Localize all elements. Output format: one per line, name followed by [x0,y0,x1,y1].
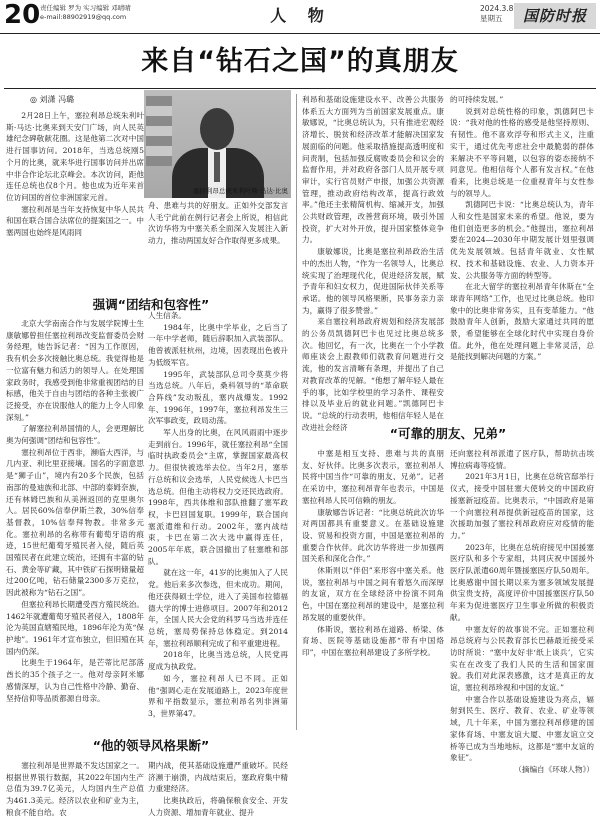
column-1-bottom [6,760,144,826]
date-text: 2024.3.8 [480,4,514,13]
paragraph: 康敏娜告诉记者：“比奥总统此次访华对两国都具有重要意义。在基础设施建设、贸易和投资方面，中国是塞拉利昂的重要合作伙伴。此次访华将进一步加强两国关系和深化合作。” [302,507,444,564]
email-line: e-mail:88902919@qq.com [40,13,127,21]
column-2-lower [148,310,288,730]
paragraph: 比奥生于1964年，是芒蒂比尼部落酋长的35个孩子之一。他对母亲阿米娜感情深厚，认为自己性格中冷静、勤奋、坚持信仰等品质都源自母亲。 [6,658,144,703]
column-2-top [148,200,288,290]
paragraph: 在北大留学的塞拉利昂青年休斯在“全球青年网络”工作，也见过比奥总统。他印象中的比奥非常务实，且有变革能力。“他鼓励青年人创新，鼓励大家通过共同的愿景，希望能够在全球化时代中实现自身价值。此外，他在处理问题上非常灵活，总是能找到解决问题的方案。” [450,282,594,362]
paragraph: 休斯则以“伴侣”来形容中塞关系。他说，塞拉利昂与中国之间有着悠久而深厚的友谊，双方在全球经济中扮演不同角色，中国在塞拉利昂的建设中，是塞拉利昂发展的重要伙伴。 [302,566,444,622]
paragraph: 来自塞拉利昂政府规划和经济发展部的公务员凯德阿巴卡也见过比奥总统多次。他回忆，有一次，比奥在一个小学教师座谈会上跟教师们就教育问题进行交流，他的发言清晰有条理，并提出了自己对教育改革的见解。“他想了解年轻人最在乎的事，比如学校里的学习条件、课程安排以及毕业后的就业问题。”凯德阿巴卡说。“总统的行动表明，他相信年轻人是在改进社会经济 [302,317,444,432]
article-byline: ◎ 刘潇 冯璐 [30,95,75,104]
paragraph: 2月28日上午，塞拉利昂总统朱利叶斯·马达·比奥来到天安门广场，向人民英雄纪念碑敬献花圈。这是他第二次对中国进行国事访问。2018年，当选总统刚5个月的比奥，就来华进行国事访问并出席中非合作论坛北京峰会。本次访问，距他连任总统也仅8个月。他也成为近年来首位访问国的首位非洲国家元首。 [6,111,144,202]
weekday-text: 星期五 [480,14,503,23]
paragraph: 说到对总统性格的印象，凯德阿巴卡说：“我对他的性格的感受是他坚持原则、有韧性。他不喜欢浮夸和形式主义，注重实干，通过优先考虑社会中最脆弱的群体来解决不平等问题，以包容的姿态接纳不同意见。他相信每个人都有发言权。”在他看来，比奥总统是一位重视青年与女性参与的领导人。 [450,106,594,198]
masthead-logo: 国防时报 [514,3,596,29]
subhead-1: 强调“团结和包容性” [92,297,210,312]
paragraph: 塞拉利昂是世界最不发达国家之一。根据世界银行数据，其2022年国内生产总值为39.7亿美元，人均国内生产总值为461.3美元。经济以农业和矿业为主，粮食不能自给。农 [6,761,144,817]
article-title: 来自“钻石之国”的真朋友 [141,46,459,77]
paragraph: 塞拉利昂位于西非，濒临大西洋，与几内亚、利比里亚接壤。国名的字面意思是“狮子山”，境内有20多个民族，包括南部的曼迪族和北部、中部的泰姆奈族，还有林姆巴族和从美洲返回的克里奥尔人。居民60%信奉伊斯兰教，30%信奉基督教，10%信奉拜物教。非常多元化。塞拉利昂的名称带有葡萄牙语的痕迹，15世纪葡萄牙殖民者入侵，随后英国殖民者在此建立统治，还拥有丰富的钻石、黄金等矿藏，其中铁矿石探明储量超过200亿吨，钻石储量2300多万克拉，因此被称为“钻石之国”。 [6,447,144,598]
paragraph: 军人出身的比奥，在风风雨雨中逐步走到前台。1996年，就任塞拉利昂“全国临时执政委员会“主席，掌握国家最高权力。但很快被选举去位。当年2月，塞举行总统和议会选举，人民党候选人卡巴当选总统。但他主动将权力交还民选政府。1998年，西共体维和部队推翻了塞军政权，卡巴回国复职。1999年，联合国向塞派遣维和行动。2002年，塞内战结束，卡巴在第二次大选中赢得连任，2005年年底，联合国撤出了驻塞维和部队。 [148,428,288,566]
paragraph: 1995年，武装部队总司令莫莫少将当选总统。八年后，桑科领导的“革命联合阵线”发动叛乱，塞内战爆发。1992年、1996年，1997年，塞拉利昂发生三次军事政变，政局动荡。 [148,369,288,426]
paragraph: 中塞友好的故事说不完。正如塞拉利昂总统府与公民教育部长巴赫最近接受采访时所说：“塞中友好非‘纸上谈兵’，它实实在在改变了我们人民的生活和国家面貌。我们对此深表感激，这才是真正的友谊，塞拉利昂珍视和中国的友谊。” [450,624,594,693]
page-header [0,0,600,34]
column-4 [450,94,594,454]
source-note: （摘编自《环球人物》） [514,764,594,774]
paragraph: 2023年，比奥在总统府接见中国援塞医疗队和多个专家组，共同庆祝中国援外医疗队派遣60周年暨援塞医疗队50周年。比奥感谢中国长期以来为塞多领域发展提供宝贵支持，高度评价中国援塞医疗队50年来为促进塞医疗卫生事业所做的积极贡献。 [450,542,594,622]
paragraph: 如今，塞拉利昂人已不同。正如他“强调心走在发展道路上，2023年度世界和平指数显示，塞拉利昂名列非洲第3，世界第47。 [148,673,288,718]
column-2-bottom [148,760,288,826]
photo-caption: 塞拉利昂总统朱利叶斯·马达·比奥 [192,187,288,195]
editor-info [40,4,131,22]
paragraph: 还向塞拉利昂派遣了医疗队，帮助抗击埃博拉病毒等疫情。 [450,449,594,470]
paragraph: 体斯说，塞拉利昂在道路、桥梁、体育场、医院等基础设施都“带有中国烙印”，中国在塞拉利昂建设了多所学校。 [302,624,444,657]
paragraph: 了解塞拉利昂国情的人，会更理解比奥为何强调“团结和包容性”。 [6,424,144,446]
subhead-2: “他的领导风格果断” [92,738,210,753]
paragraph: 2018年，比奥当选总统，人民党再度成为执政党。 [148,650,288,672]
column-1-lower [6,318,144,730]
column-4-lower [450,448,594,824]
portrait-photo [144,90,291,198]
paragraph: 人生信条。 [148,311,186,320]
paragraph: 2021年3月1日，比奥在总统官邸举行仪式，接受中国驻塞大使转交的中国政府援塞新冠疫苗。比奥表示，“中国政府是第一个向塞拉利昂提供新冠疫苗的国家，这次援助加强了塞拉利昂政府应对疫情的能力。” [450,472,594,540]
page-number: 20 [4,0,41,30]
paragraph: 比奥执政后，将确保粮食安全、开发人力资源、增加青年就业、提升 [148,796,288,817]
paragraph: 北京大学南南合作与发展学院博士生康敏娜曾担任塞拉利昂改变监督委员会财务经理，她告诉记者：“因为工作原因，我有机会多次接触比奥总统。我觉得他是一位富有魅力和活力的领导人。在处理国家政务时，我感受到他非常重视团结的目标感，他关于自由与团结的各种主张被广泛接受，亦在说服他人的能力上令人印象深刻。” [6,319,144,422]
paragraph: 凯德阿巴卡说：“比奥总统认为，青年人和女性是国家未来的希望。他说，要为他们创造更多的机会。”他提出，塞拉利昂要在2024—2030年中期发展计划里强调优先发展领域。包括青年就业、女性赋权、技术和基础设施、农业、人力资本开发、公共服务等方面的转型等。 [450,200,594,280]
paragraph: 中塞是相互支持、患难与共的真朋友、好伙伴。比奥多次表示，塞拉利昂人民将中国当作“可靠的朋友、兄弟”。记者在采访中，塞拉利昂青年也表示，中国是塞拉利昂人民可信赖的朋友。 [302,449,444,505]
column-3-lower [302,448,444,824]
column-1 [6,110,144,290]
column-divider [296,94,297,730]
issue-date [480,4,513,24]
paragraph: 塞拉利昂是当年支持恢复中华人民共和国在联合国合法席位的提案国之一。中塞两国也始终是风雨同 [6,204,144,238]
paragraph: 期内战，使其基础设施遭严重破坏。民经济濒于崩溃，内战结束后，塞政府集中精力重建经济。 [148,761,288,794]
column-3 [302,94,444,454]
paragraph: 舟、患难与共的好朋友。正如外交部发言人毛宁此前在例行记者会上所说，相信此次访华将为中塞关系全面深入发展注入新动力，推动两国友好合作取得更多成果。 [148,201,288,246]
paragraph: 但塞拉利昂长期遭受西方殖民统治。1462年就遭葡萄牙殖民者侵入，1808年沦为英国直辖殖民地，1896年沦为英“保护地”。1961年才宣布独立，但旧殖在其国内仍深。 [6,599,144,656]
paragraph: 就在这一年，41岁的比奥加入了人民党。他后来多次参选，但未成功。期间，他还获得硕士学位，进入了美国布拉德福德大学的博士进修项目。2007年和2012年，全国人民大会党的科罗马当选并连任总统，塞局势保持总体稳定。到2014年，塞拉利昂顺利完成了和平重建进程。 [148,568,288,648]
title-divider [4,88,596,89]
subhead-3: “可靠的朋友、兄弟” [389,426,507,441]
paragraph: 1984年，比奥中学毕业，之后当了一年中学老师，随后辞职加入武装部队。他曾被派驻杭州，边境，因表现出色被升为低级军官。 [148,322,288,367]
paragraph: 利昂和基础设施建设水平、改善公共服务体系五大方面列为当前国家发展重点。康敏娜说，“比奥总统认为，只有推进宏观经济增长、脱贫和经济改革才能解决国家发展面临的问题。他采取措施提高透明度和问责制，包括加强反腐败委员会和议会的监督作用，并对政府各部门人员开展专项审计，实行官员财产申报，加强公共资源管理，推动政府结构改革，提高行政效率。”他还主张精简机构、缩减开支，加强公共财政管理，改善营商环境，吸引外国投资，扩大对外开放，提升国家整体竞争力。 [302,95,444,245]
paragraph: 康敏娜说，比奥是塞拉利昂政治生活中的杰出人物，“作为一名领导人，比奥总统实现了治理现代化，促进经济发展，赋予青年和妇女权力，促进国际伙伴关系等承诺。他的领导风格果断，民事务亲力亲为，赢得了很多赞誉。” [302,247,444,315]
paragraph: 的可持续发展。” [450,95,504,104]
paragraph: 中塞合作以基础设施建设为亮点，辐射到民生、医疗、教育、农业、矿业等领域，几十年来，中国为塞拉利昂修建的国家体育场、中塞友谊大厦、中塞友谊立交桥等已成为当地地标，这都是“塞中友谊的象征”。 [450,694,594,763]
editor-line: 责任编辑 罗为 实习编辑 邓晴晴 [40,4,131,12]
section-name: 人 物 [270,6,332,25]
